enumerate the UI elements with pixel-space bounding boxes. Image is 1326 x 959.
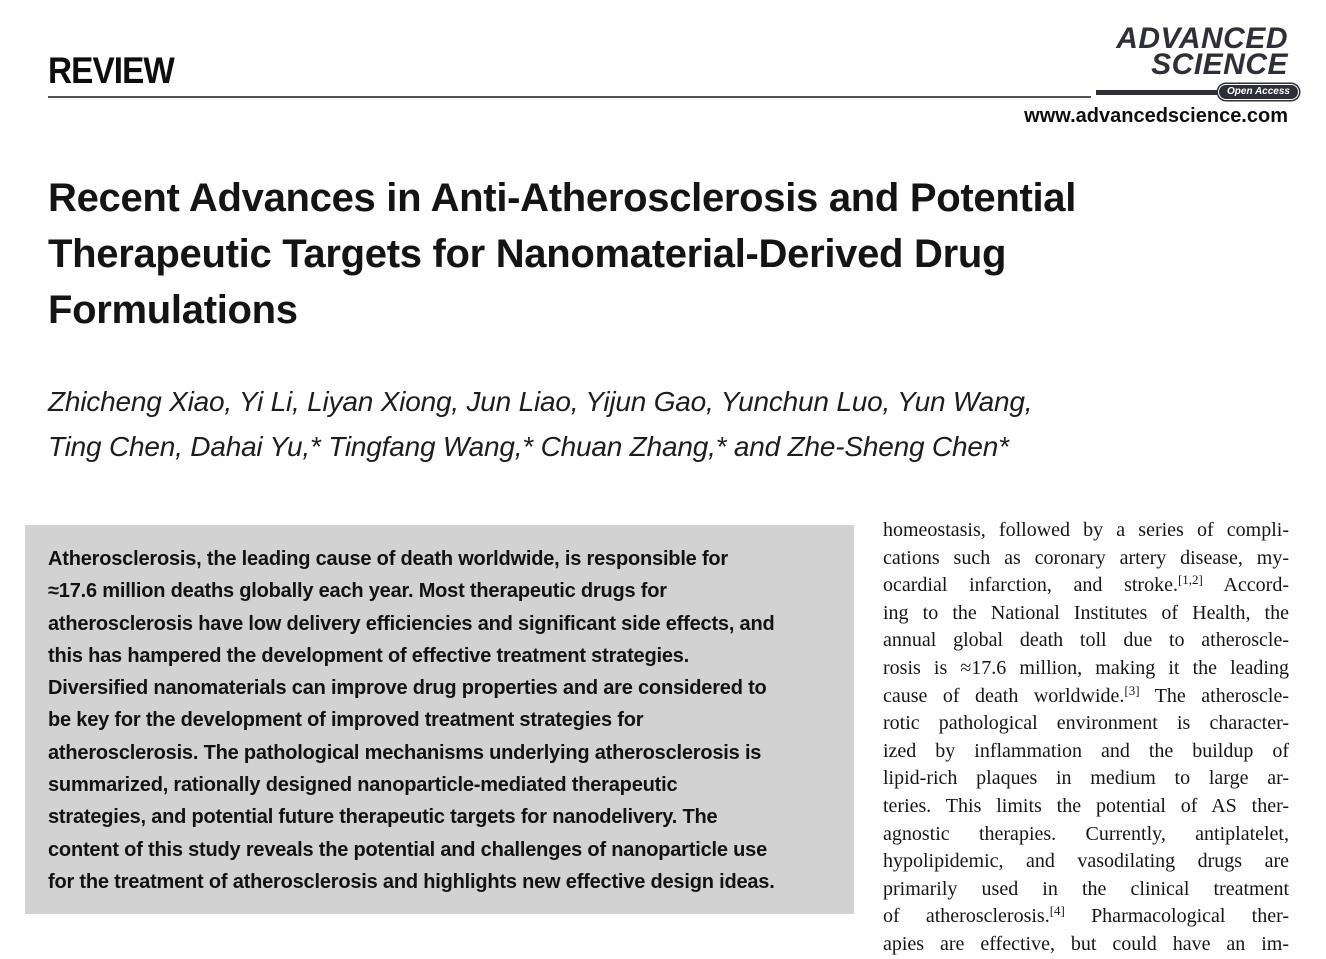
open-access-badge: Open Access [1218,84,1299,100]
journal-website-link[interactable]: www.advancedscience.com [1024,105,1288,127]
abstract-box [25,525,854,914]
body-text-line: of atherosclerosis.[4] Pharmacological ther- [883,903,1289,928]
body-text-line: ing to the National Institutes of Health, the [883,601,1289,624]
body-text-line: teries. This limits the potential of AS ther- [883,794,1289,817]
abstract-line: ≈17.6 million deaths globally each year. Most therapeutic drugs for [48,580,667,603]
header-divider [48,96,1091,98]
citation-marker: [1,2] [1177,572,1203,588]
abstract-line: atherosclerosis. The pathological mechanisms underlying atherosclerosis is [48,741,762,764]
journal-logo-line2: SCIENCE [1151,48,1288,81]
abstract-line: content of this study reveals the potential and challenges of nanoparticle use [48,838,767,861]
abstract-line: be key for the development of improved treatment strategies for [48,709,644,732]
body-text-line: lipid-rich plaques in medium to large ar- [883,767,1289,790]
abstract-line: this has hampered the development of effective treatment strategies. [48,644,690,667]
abstract-line: strategies, and potential future therapeutic targets for nanodelivery. The [48,806,718,829]
abstract-line: atherosclerosis have low delivery efficiencies and significant side effects, and [48,612,775,635]
body-text-line: primarily used in the clinical treatment [883,877,1289,900]
journal-logo [1116,22,1288,81]
abstract-text [48,543,833,898]
body-text-line: annual global death toll due to atheroscle- [883,629,1289,652]
body-text-line: ocardial infarction, and stroke.[1,2] Accord- [883,572,1289,597]
article-title-line: Recent Advances in Anti-Atherosclerosis and Potential [48,176,1077,220]
author-list-line: Ting Chen, Dahai Yu,* Tingfang Wang,* Chuan Zhang,* and Zhe-Sheng Chen* [48,431,1009,462]
article-type-label: REVIEW [48,50,174,91]
article-title-line: Therapeutic Targets for Nanomaterial-Derived Drug [48,232,1007,276]
body-text-line-partial: apies are effective, but could have an im- [883,932,1289,955]
abstract-line: Diversified nanomaterials can improve drug properties and are considered to [48,677,767,700]
body-text-line: rotic pathological environment is character- [883,712,1289,735]
abstract-line: Atherosclerosis, the leading cause of death worldwide, is responsible for [48,548,729,570]
abstract-line: summarized, rationally designed nanoparticle-mediated therapeutic [48,774,678,797]
body-text-line: rosis is ≈17.6 million, making it the leading [883,656,1289,679]
citation-marker: [3] [1124,682,1140,698]
journal-logo-line1: ADVANCED [1116,22,1288,55]
body-text-line: agnostic therapies. Currently, antiplatelet, [883,822,1289,845]
body-text-column [883,517,1289,959]
body-text-line: cause of death worldwide.[3] The atheroscle- [883,682,1289,707]
author-list [48,379,1288,469]
body-text-line: ized by inflammation and the buildup of [883,739,1289,762]
article-title-line: Formulations [48,288,298,332]
body-text-line: hypolipidemic, and vasodilating drugs are [883,850,1289,873]
citation-marker: [4] [1049,903,1065,919]
author-list-line: Zhicheng Xiao, Yi Li, Liyan Xiong, Jun Liao, Yijun Gao, Yunchun Luo, Yun Wang, [48,386,1033,417]
article-title [48,170,1288,338]
abstract-line: for the treatment of atherosclerosis and highlights new effective design ideas. [48,870,775,893]
body-text-line: cations such as coronary artery disease, my- [883,546,1289,569]
body-text-line: homeostasis, followed by a series of compli- [883,519,1289,541]
